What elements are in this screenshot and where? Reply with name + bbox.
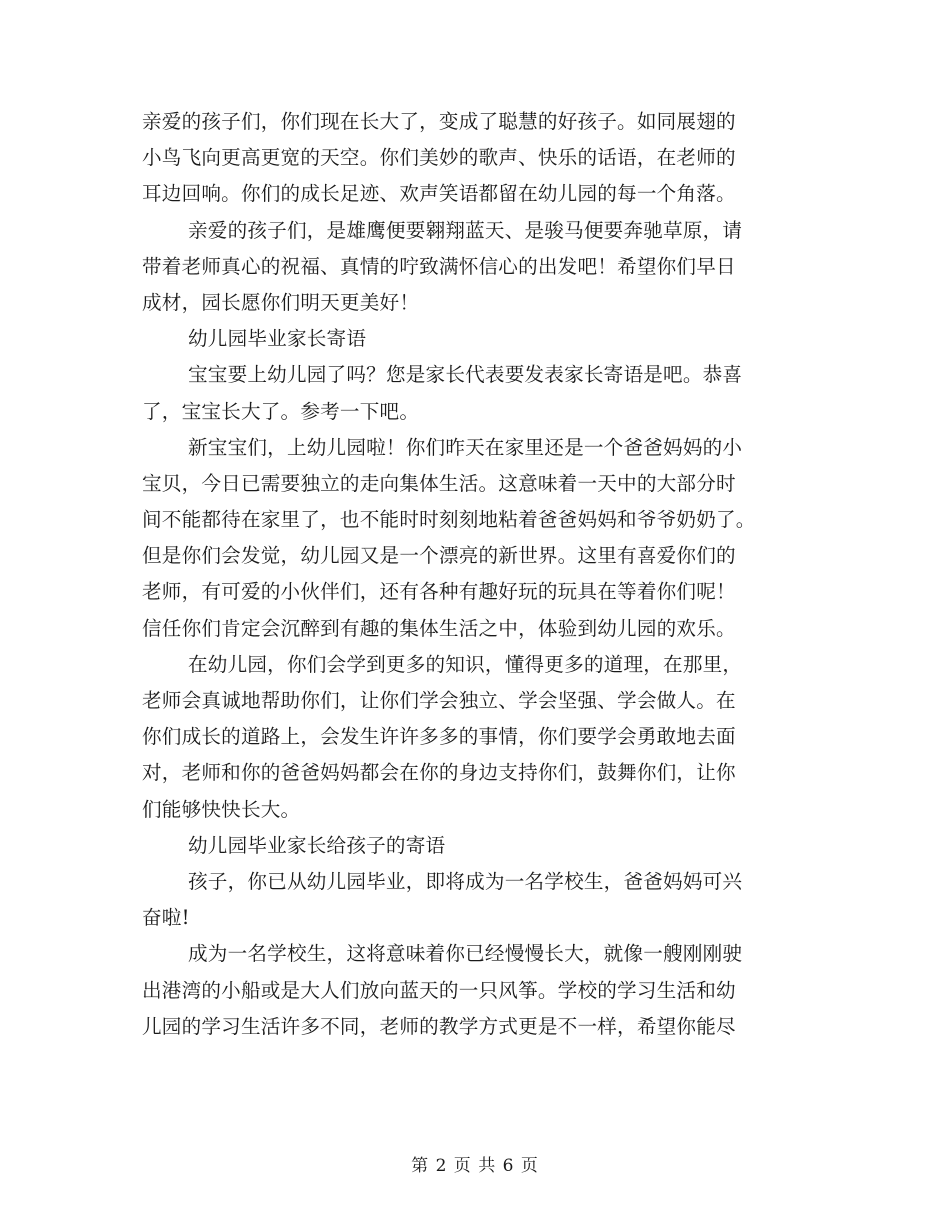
text-line: 在幼儿园，你们会学到更多的知识，懂得更多的道理，在那里， — [188, 652, 743, 676]
text-line: 耳边回响。你们的成长足迹、欢声笑语都留在幼儿园的每一个角落。 — [142, 182, 736, 206]
text-line: 宝贝，今日已需要独立的走向集体生活。这意味着一天中的大部分时 — [142, 471, 736, 495]
text-line: 宝宝要上幼儿园了吗？您是家长代表要发表家长寄语是吧。恭喜 — [188, 363, 743, 387]
text-line: 你们成长的道路上，会发生许许多多的事情，你们要学会勇敢地去面 — [142, 725, 736, 749]
page-number: 第 2 页 共 6 页 — [411, 1156, 539, 1176]
section-heading: 幼儿园毕业家长给孩子的寄语 — [188, 833, 446, 857]
section-heading: 幼儿园毕业家长寄语 — [188, 327, 367, 351]
document-body — [142, 104, 810, 1045]
text-line: 亲爱的孩子们，是雄鹰便要翱翔蓝天、是骏马便要奔驰草原，请 — [188, 218, 743, 242]
text-line: 出港湾的小船或是大人们放向蓝天的一只风筝。学校的学习生活和幼 — [142, 978, 736, 1002]
text-line: 带着老师真心的祝福、真情的咛致满怀信心的出发吧！希望你们早日 — [142, 254, 736, 278]
text-line: 孩子，你已从幼儿园毕业，即将成为一名学校生，爸爸妈妈可兴 — [188, 869, 743, 893]
text-line: 成为一名学校生，这将意味着你已经慢慢长大，就像一艘刚刚驶 — [188, 942, 743, 966]
text-line: 老师，有可爱的小伙伴们，还有各种有趣好玩的玩具在等着你们呢！ — [142, 580, 736, 604]
text-line: 间不能都待在家里了，也不能时时刻刻地粘着爸爸妈妈和爷爷奶奶了。 — [142, 508, 756, 532]
text-line: 信任你们肯定会沉醉到有趣的集体生活之中，体验到幼儿园的欢乐。 — [142, 616, 736, 640]
text-line: 了，宝宝长大了。参考一下吧。 — [142, 399, 420, 423]
text-line: 小鸟飞向更高更宽的天空。你们美妙的歌声、快乐的话语，在老师的 — [142, 146, 736, 170]
text-line: 奋啦! — [142, 906, 190, 930]
text-line: 老师会真诚地帮助你们，让你们学会独立、学会坚强、学会做人。在 — [142, 689, 736, 712]
text-line: 新宝宝们，上幼儿园啦！你们昨天在家里还是一个爸爸妈妈的小 — [188, 435, 743, 459]
text-line: 儿园的学习生活许多不同，老师的教学方式更是不一样，希望你能尽 — [142, 1014, 736, 1038]
text-line: 但是你们会发觉，幼儿园又是一个漂亮的新世界。这里有喜爱你们的 — [142, 544, 736, 568]
text-line: 们能够快快长大。 — [142, 797, 301, 821]
text-line: 成材，园长愿你们明天更美好！ — [142, 290, 420, 314]
text-line: 亲爱的孩子们，你们现在长大了，变成了聪慧的好孩子。如同展翅的 — [142, 110, 736, 133]
text-line: 对，老师和你的爸爸妈妈都会在你的身边支持你们，鼓舞你们，让你 — [142, 761, 736, 785]
